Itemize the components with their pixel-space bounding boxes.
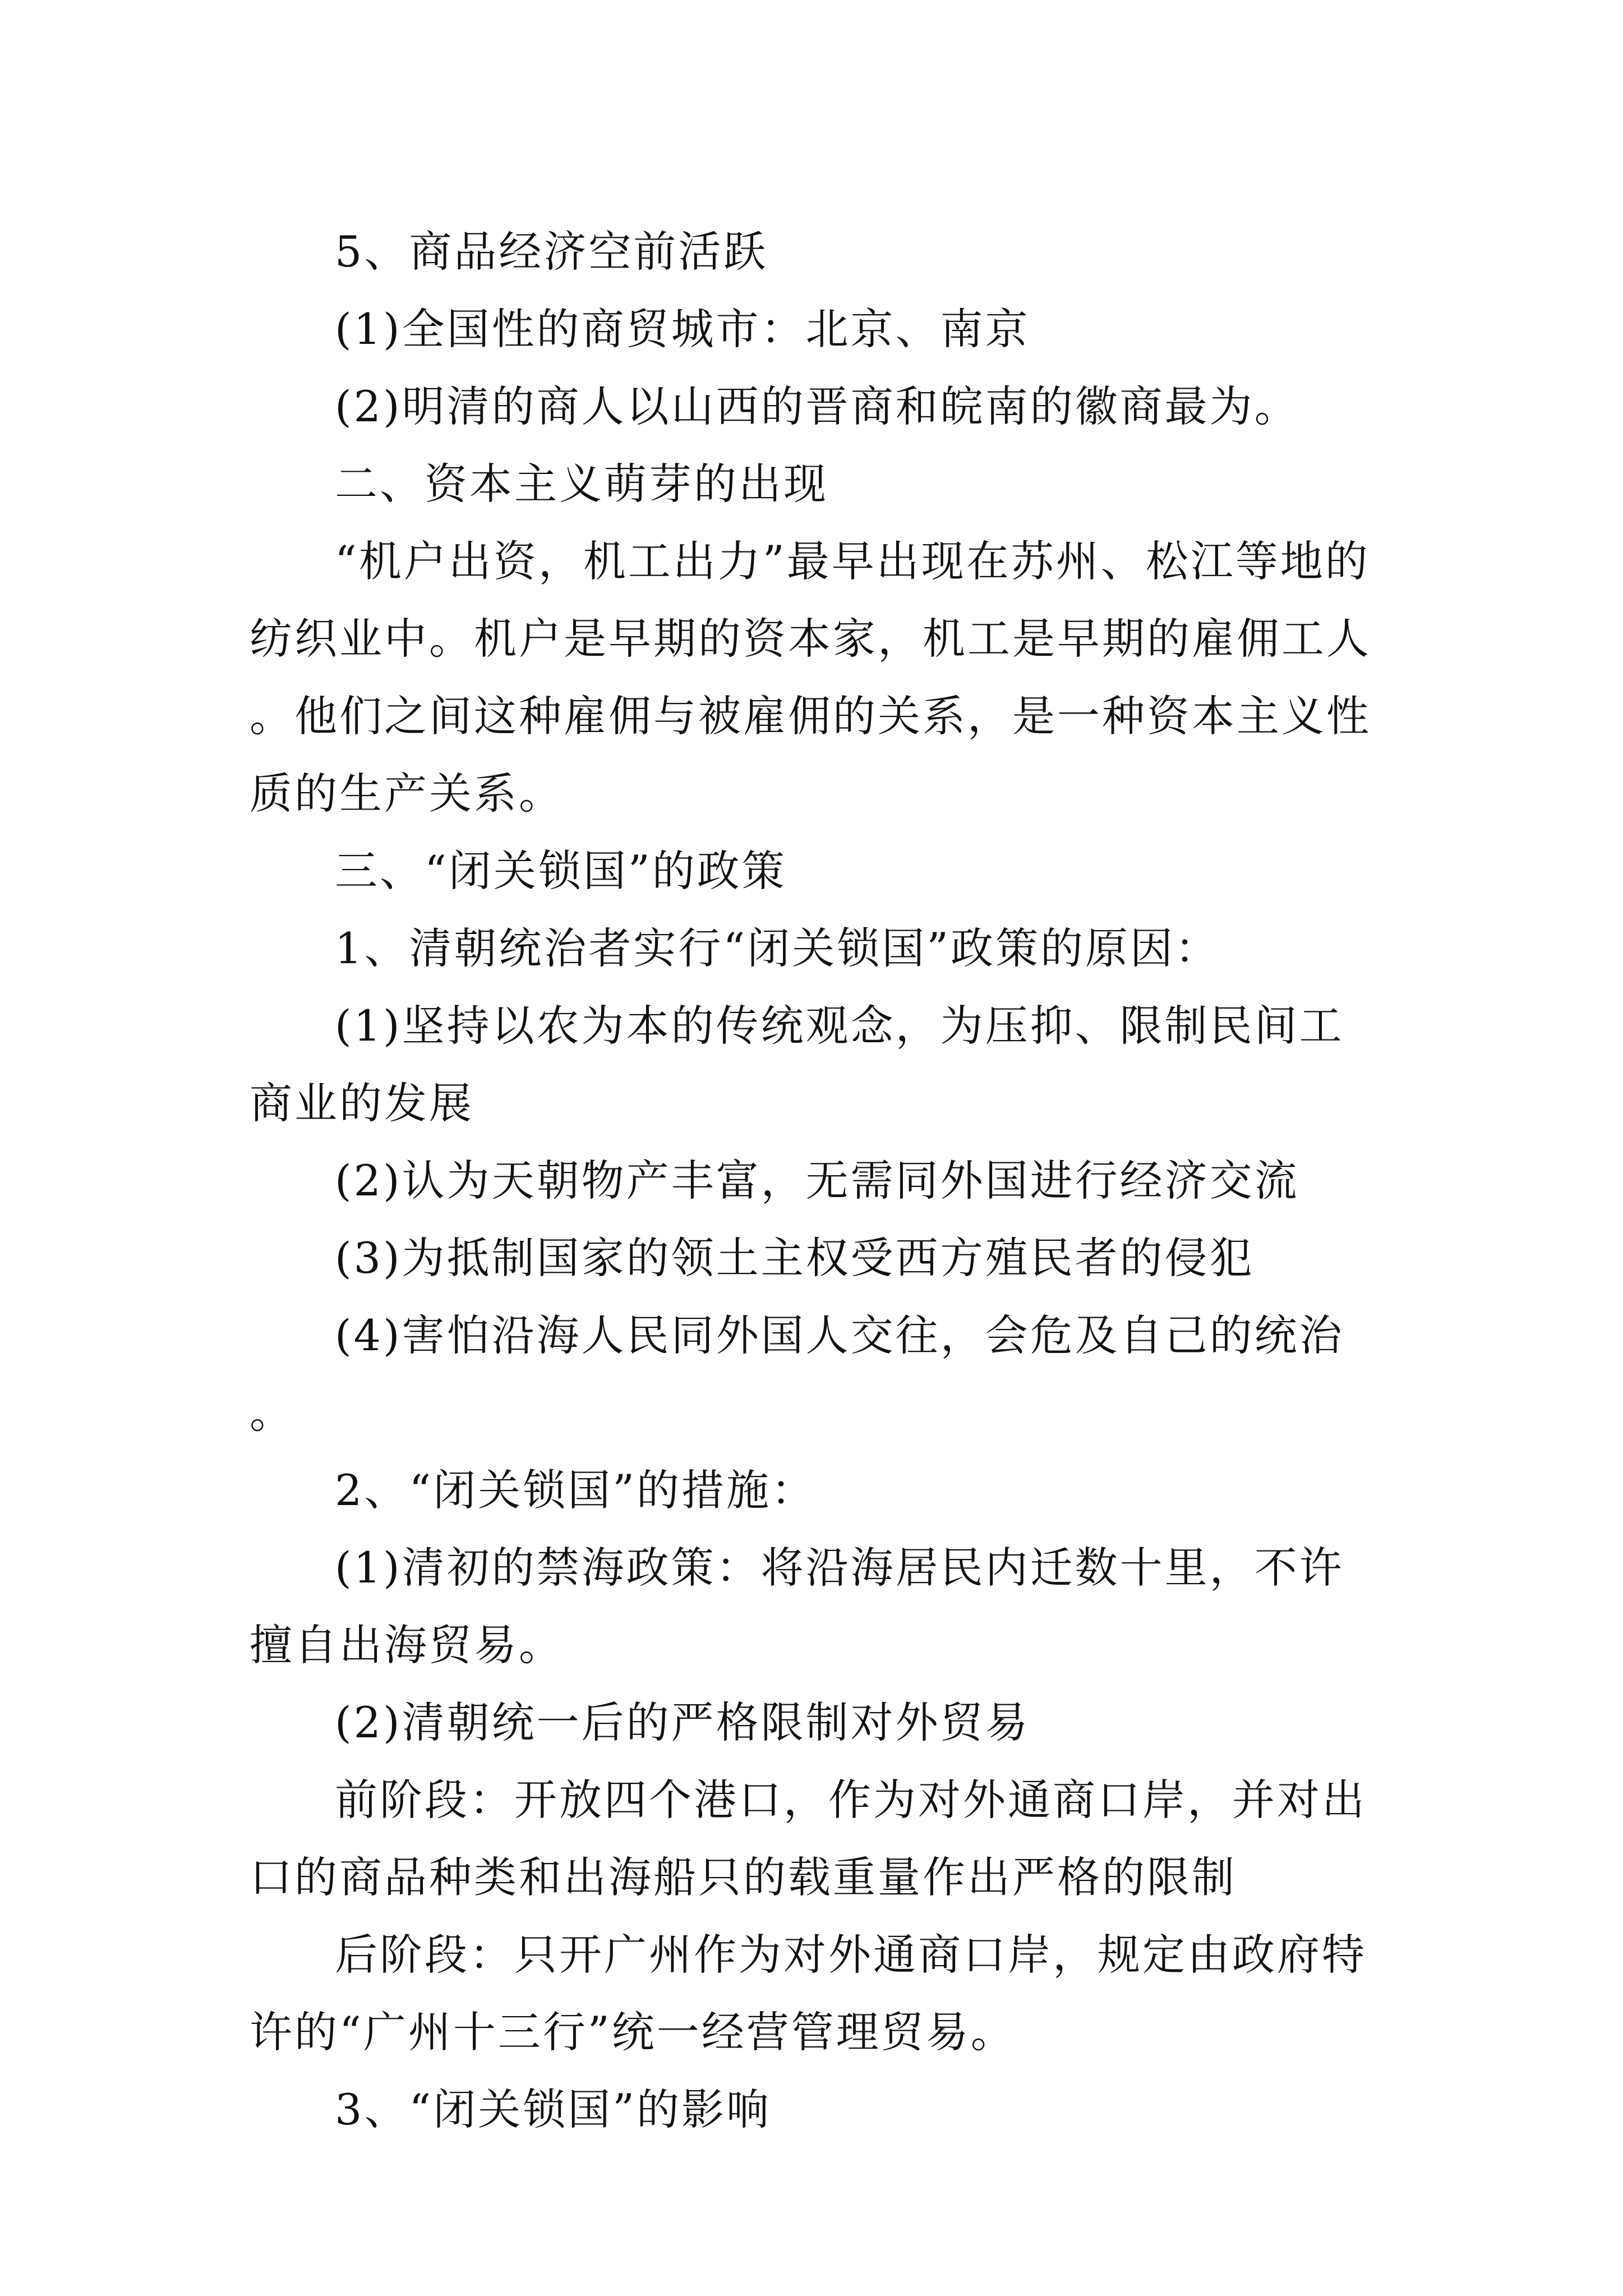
- document-body: [250, 213, 1377, 2148]
- paragraph: (3)为抵制国家的领土主权受西方殖民者的侵犯: [335, 1233, 1255, 1283]
- paragraph: 后阶段：只开广州作为对外通商口岸，规定由政府特许的“广州十三行”统一经营管理贸易。: [250, 1930, 1367, 2057]
- paragraph-heading: 5、商品经济空前活跃: [335, 227, 768, 277]
- paragraph: “机户出资，机工出力”最早出现在苏州、松江等地的纺织业中。机户是早期的资本家，机工是早期的雇佣工人。他们之间这种雇佣与被雇佣的关系，是一种资本主义性质的生产关系。: [250, 536, 1371, 818]
- paragraph: (2)清朝统一后的严格限制对外贸易: [335, 1697, 1030, 1747]
- paragraph: (2)认为天朝物产丰富，无需同外国进行经济交流: [335, 1156, 1299, 1205]
- paragraph: 前阶段：开放四个港口，作为对外通商口岸，并对出口的商品种类和出海船只的载重量作出严格的限制: [250, 1775, 1367, 1902]
- paragraph: (4)害怕沿海人民同外国人交往，会危及自己的统治。: [250, 1310, 1344, 1438]
- paragraph-heading: 1、清朝统治者实行“闭关锁国”政策的原因：: [335, 923, 1220, 973]
- paragraph: (1)全国性的商贸城市：北京、南京: [335, 304, 1030, 354]
- paragraph-heading: 3、“闭关锁国”的影响: [335, 2085, 772, 2134]
- paragraph: (1)坚持以农为本的传统观念，为压抑、限制民间工商业的发展: [250, 1001, 1344, 1128]
- paragraph-heading: 二、资本主义萌芽的出现: [335, 459, 828, 509]
- paragraph-heading: 2、“闭关锁国”的措施：: [335, 1465, 817, 1515]
- paragraph-heading: 三、“闭关锁国”的政策: [335, 846, 787, 896]
- paragraph: (1)清初的禁海政策：将沿海居民内迁数十里，不许擅自出海贸易。: [250, 1543, 1344, 1670]
- paragraph: (2)明清的商人以山西的晋商和皖南的徽商最为。: [335, 381, 1299, 431]
